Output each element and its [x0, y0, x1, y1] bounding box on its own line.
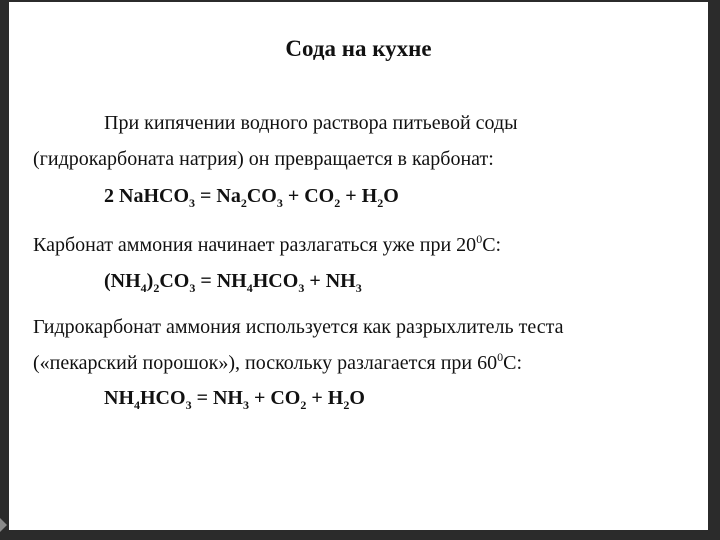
slide-title: Сода на кухне: [285, 36, 432, 61]
equation-2: $(NH_4)_2CO_3 = NH_4HCO_3 + NH_3$: [104, 270, 362, 295]
paragraph-3-line-1: Гидрокарбонат аммония используется как разрыхлитель теста: [33, 316, 564, 338]
paragraph-1-line-2: (гидрокарбоната натрия) он превращается в карбонат:: [33, 148, 494, 170]
paragraph-3-line-2: («пекарский порошок»), поскольку разлагается при $60^0С$:: [33, 350, 523, 374]
paragraph-2: Карбонат аммония начинает разлагаться уже при $20^0С$:: [33, 232, 502, 256]
paragraph-1-line-1: При кипячении водного раствора питьевой соды: [104, 112, 518, 134]
play-arrow-icon[interactable]: [0, 518, 7, 532]
equation-1: 2 NaHCO$_3$ = $Na_2CO_3 + CO_2 + H_2O$: [104, 185, 399, 210]
equation-3: $NH_4HCO_3 = NH_3 + CO_2 + H_2O$: [104, 387, 365, 412]
slide: [9, 2, 708, 530]
